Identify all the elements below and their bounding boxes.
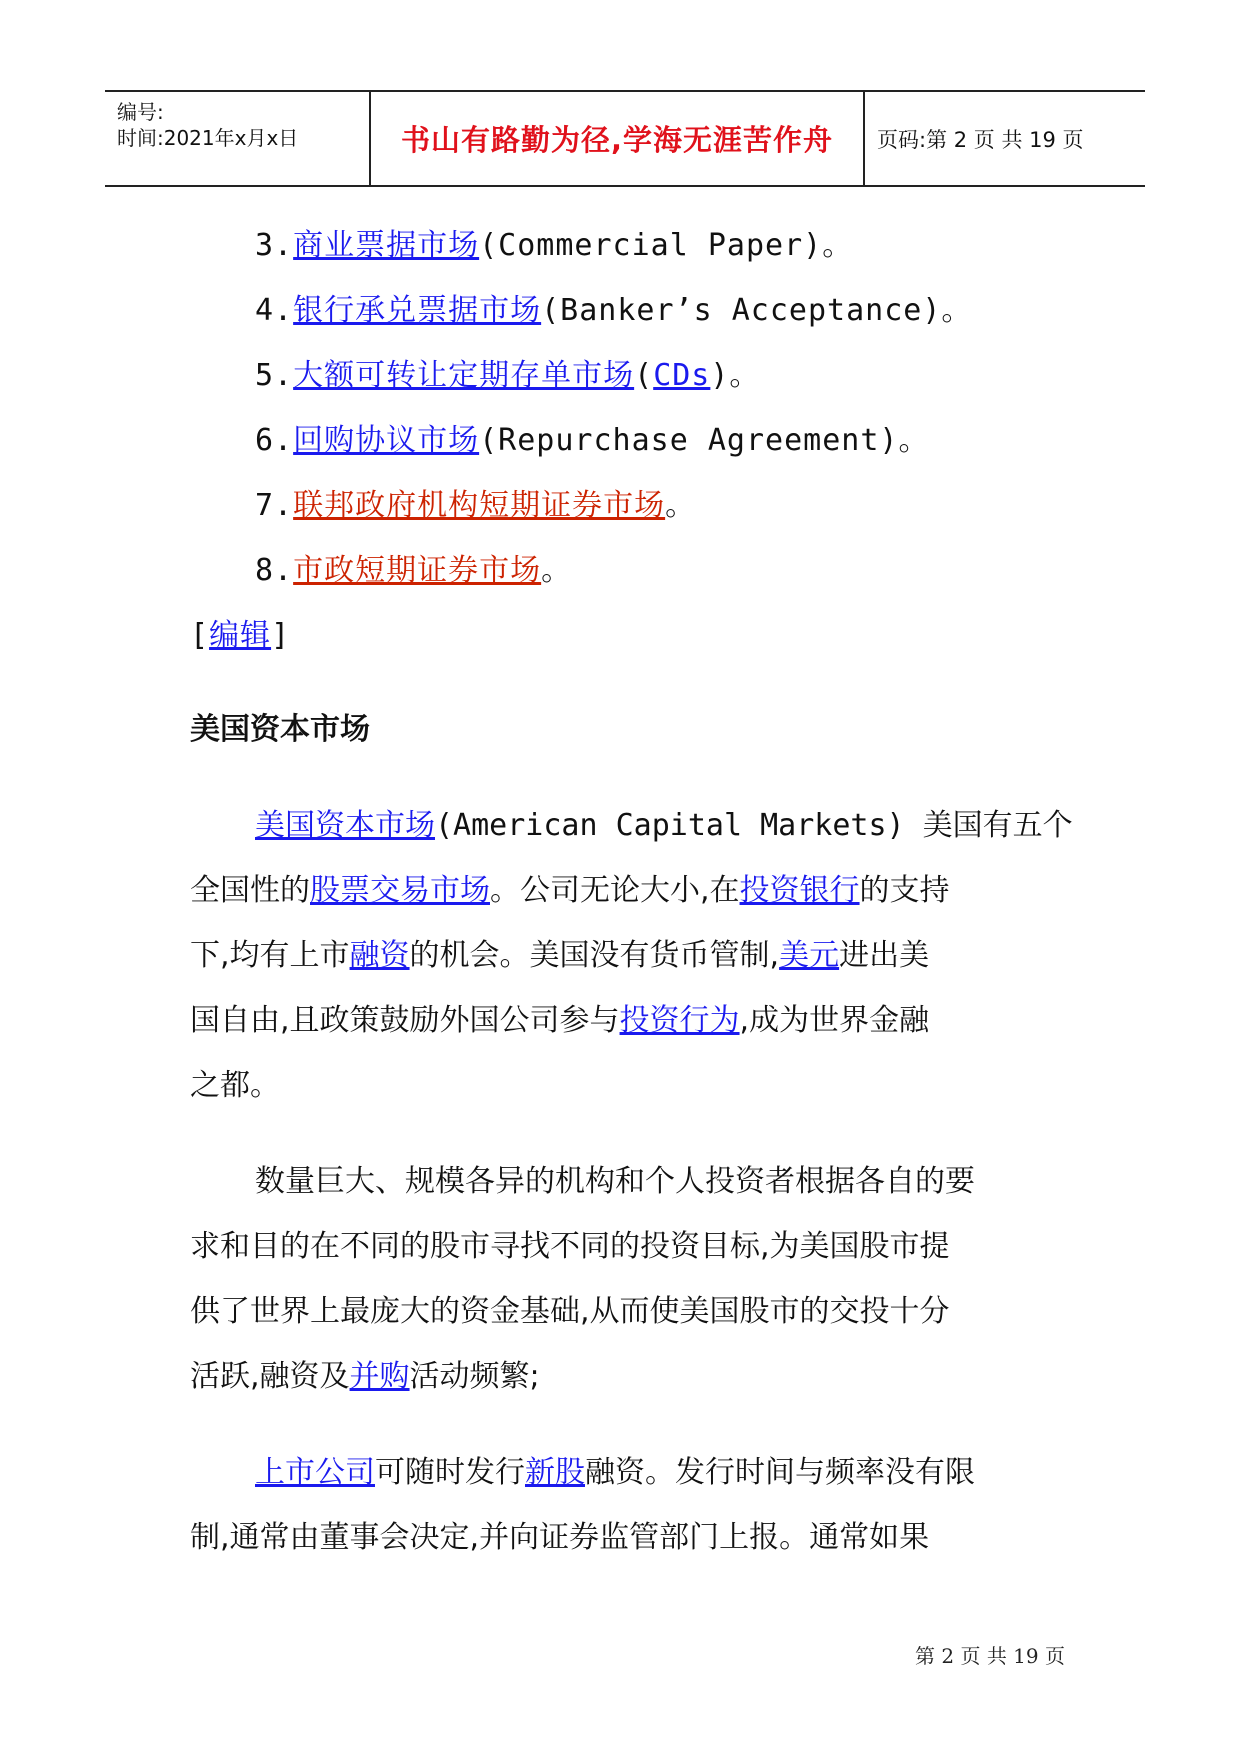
list-item	[255, 551, 572, 591]
paragraph-line: 数量巨大、规模各异的机构和个人投资者根据各自的要	[255, 1164, 975, 1199]
link-mergers[interactable]: 并购	[349, 1359, 410, 1394]
paragraph-line	[190, 1001, 929, 1041]
link-cds-market[interactable]: 大额可转让定期存单市场	[293, 358, 635, 393]
paragraph-text: 下,均有上市	[190, 938, 350, 973]
header-page-cell	[865, 92, 1145, 185]
list-text: 。	[541, 553, 573, 588]
motto: 书山有路勤为径,学海无涯苦作舟	[400, 123, 834, 157]
edit-section	[190, 616, 290, 656]
link-municipal-securities[interactable]: 市政短期证券市场	[293, 553, 542, 588]
paragraph-text: 活跃,融资及	[190, 1359, 350, 1394]
paragraph-line: 制,通常由董事会决定,并向证券监管部门上报。通常如果	[190, 1520, 930, 1555]
list-text: 。	[665, 488, 697, 523]
link-stock-exchange[interactable]: 股票交易市场	[310, 873, 490, 908]
paragraph-line	[190, 936, 929, 976]
link-federal-agency-securities[interactable]: 联邦政府机构短期证券市场	[293, 488, 666, 523]
list-item	[255, 486, 696, 526]
paragraph-text: 的支持	[859, 873, 950, 908]
list-number: 5.	[255, 358, 294, 393]
list-number: 8.	[255, 553, 294, 588]
list-item	[255, 421, 929, 461]
list-item	[255, 291, 972, 331]
link-financing[interactable]: 融资	[349, 938, 410, 973]
link-bankers-acceptance[interactable]: 银行承兑票据市场	[293, 293, 542, 328]
list-number: 6.	[255, 423, 294, 458]
paragraph-text: ,成为世界金融	[739, 1003, 930, 1038]
paragraph-line: 供了世界上最庞大的资金基础,从而使美国股市的交投十分	[190, 1294, 950, 1329]
edit-bracket: ]	[271, 618, 291, 653]
list-number: 3.	[255, 228, 294, 263]
paragraph-text: 的机会。美国没有货币管制,	[409, 938, 780, 973]
list-item	[255, 226, 853, 266]
link-listed-company[interactable]: 上市公司	[255, 1455, 375, 1490]
link-american-capital-markets[interactable]: 美国资本市场	[255, 808, 435, 843]
paragraph-text: 国自由,且政策鼓励外国公司参与	[190, 1003, 620, 1038]
number-label: 编号:	[117, 100, 164, 124]
section-title: 美国资本市场	[190, 712, 370, 747]
list-number: 4.	[255, 293, 294, 328]
link-investment-bank[interactable]: 投资银行	[739, 873, 860, 908]
paragraph-text: 可随时发行	[375, 1455, 525, 1490]
edit-bracket: [	[190, 618, 210, 653]
paragraph-line	[190, 1357, 540, 1397]
header-motto-cell	[371, 92, 865, 185]
paragraph-text: 全国性的	[190, 873, 310, 908]
list-text: (	[634, 358, 654, 393]
page-footer: 第 2 页 共 19 页	[915, 1644, 1065, 1668]
edit-link[interactable]: 编辑	[209, 618, 272, 653]
link-cds[interactable]: CDs	[653, 358, 711, 393]
link-new-shares[interactable]: 新股	[525, 1455, 585, 1490]
list-text: )。	[710, 358, 761, 393]
link-commercial-paper[interactable]: 商业票据市场	[293, 228, 480, 263]
paragraph-line	[190, 871, 950, 911]
paragraph-line: 之都。	[190, 1068, 280, 1103]
paragraph-text: 活动频繁;	[409, 1359, 540, 1394]
paragraph-text: 融资。发行时间与频率没有限	[585, 1455, 975, 1490]
paragraph-line	[255, 806, 1073, 846]
header-left-cell	[105, 92, 371, 185]
time-label: 时间:2021年x月x日	[117, 126, 299, 150]
link-repurchase-agreement[interactable]: 回购协议市场	[293, 423, 480, 458]
link-investment-behavior[interactable]: 投资行为	[619, 1003, 740, 1038]
list-text: (Commercial Paper)。	[479, 228, 854, 263]
list-text: (Banker’s Acceptance)。	[541, 293, 973, 328]
paragraph-line	[255, 1453, 975, 1493]
list-text: (Repurchase Agreement)。	[479, 423, 930, 458]
link-us-dollar[interactable]: 美元	[779, 938, 840, 973]
paragraph-text: 。公司无论大小,在	[490, 873, 740, 908]
paragraph-text: 进出美	[839, 938, 930, 973]
paragraph-line: 求和目的在不同的股市寻找不同的投资目标,为美国股市提	[190, 1229, 950, 1264]
list-item	[255, 356, 760, 396]
paragraph-text: (American Capital Markets) 美国有五个	[435, 808, 1073, 843]
header-page-info: 页码:第 2 页 共 19 页	[877, 127, 1084, 152]
list-number: 7.	[255, 488, 294, 523]
page-header	[105, 90, 1145, 187]
